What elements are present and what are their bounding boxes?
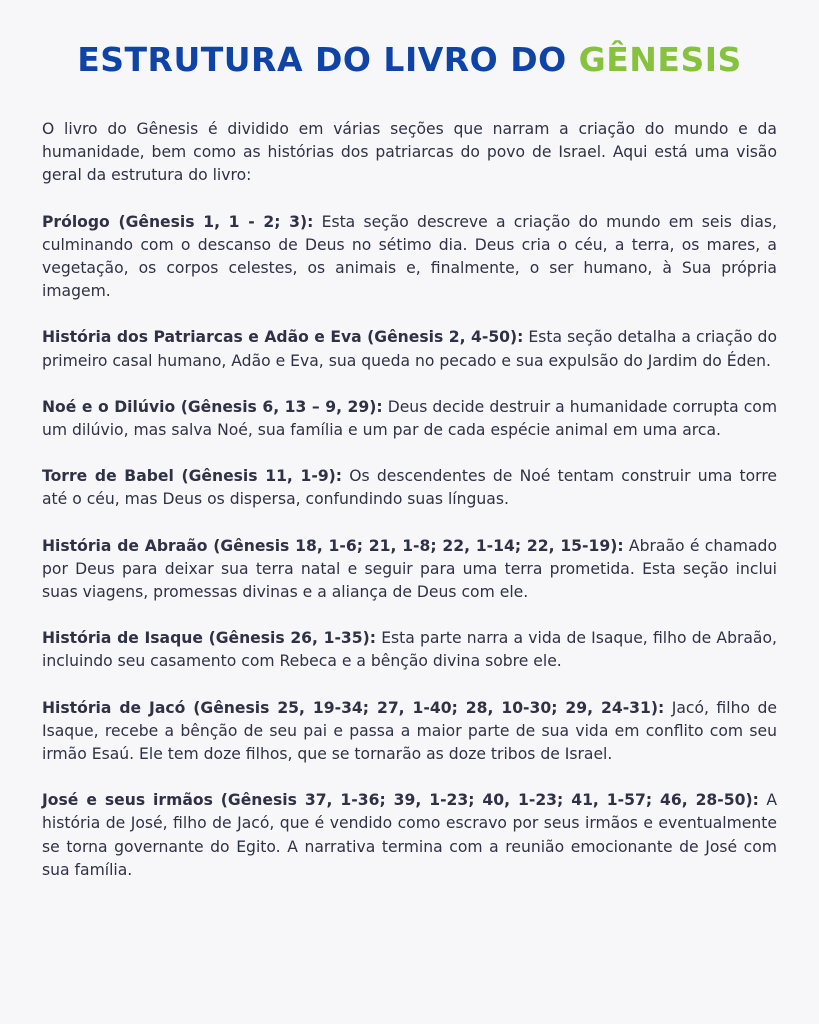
page-title <box>42 40 777 82</box>
section-heading: Noé e o Dilúvio (Gênesis 6, 13 – 9, 29): <box>42 397 383 416</box>
section-heading: História de Isaque (Gênesis 26, 1-35): <box>42 629 376 648</box>
section-text: Esta parte narra a vida de Isaque, filho de Abraão, incluindo seu casamento com Rebeca e a bênção divina sobre ele. <box>42 629 777 671</box>
section-text: Deus decide destruir a humanidade corrupta com um dilúvio, mas salva Noé, sua família e um par de cada espécie animal em uma arca. <box>42 397 778 440</box>
section-jose <box>42 789 777 882</box>
section-isaque <box>42 627 777 673</box>
section-text: Os descendentes de Noé tentam construir uma torre até o céu, mas Deus os dispersa, confundindo suas línguas. <box>42 467 777 509</box>
section-text: Esta seção detalha a criação do primeiro casal humano, Adão e Eva, sua queda no pecado e sua expulsão do Jardim do Éden. <box>42 328 777 370</box>
document-body <box>42 118 777 882</box>
section-heading: Prólogo (Gênesis 1, 1 - 2; 3): <box>42 212 314 231</box>
section-heading: História de Jacó (Gênesis 25, 19-34; 27, 1-40; 28, 10-30; 29, 24-31): <box>42 698 665 717</box>
section-heading: História dos Patriarcas e Adão e Eva (Gênesis 2, 4-50): <box>42 328 524 347</box>
section-text: Abraão é chamado por Deus para deixar sua terra natal e seguir para uma terra prometida. Esta seção inclui suas viagens, promessas divinas e a aliança de Deus com ele. <box>42 536 777 602</box>
section-heading: Torre de Babel (Gênesis 11, 1-9): <box>42 467 343 486</box>
section-jaco <box>42 697 777 767</box>
section-abraao <box>42 535 777 605</box>
section-heading: História de Abraão (Gênesis 18, 1-6; 21, 1-8; 22, 1-14; 22, 15-19): <box>42 536 624 555</box>
section-heading: José e seus irmãos (Gênesis 37, 1-36; 39, 1-23; 40, 1-23; 41, 1-57; 46, 28-50): <box>42 791 759 810</box>
title-main-text: ESTRUTURA DO LIVRO DO <box>77 40 567 79</box>
section-prologo <box>42 211 777 304</box>
title-highlight-text: GÊNESIS <box>578 40 742 79</box>
intro-paragraph: O livro do Gênesis é dividido em várias seções que narram a criação do mundo e da humanidade, bem como as histórias dos patriarcas do povo de Israel. Aqui está uma visão geral da estrutura do livro: <box>42 120 777 185</box>
section-text: Jacó, filho de Isaque, recebe a bênção de seu pai e passa a maior parte de sua vida em conflito com seu irmão Esaú. Ele tem doze filhos, que se tornarão as doze tribos de Israel. <box>42 698 777 764</box>
section-noe-diluvio <box>42 396 777 442</box>
section-adao-eva <box>42 326 777 372</box>
section-text: A história de José, filho de Jacó, que é vendido como escravo por seus irmãos e eventualmente se torna governante do Egito. A narrativa termina com a reunião emocionante de José com sua família. <box>42 791 777 879</box>
section-torre-babel <box>42 465 777 511</box>
section-text: Esta seção descreve a criação do mundo em seis dias, culminando com o descanso de Deus no sétimo dia. Deus cria o céu, a terra, os mares, a vegetação, os corpos celestes, os animais e, finalmente, o ser humano, à Sua própria imagem. <box>42 212 777 301</box>
